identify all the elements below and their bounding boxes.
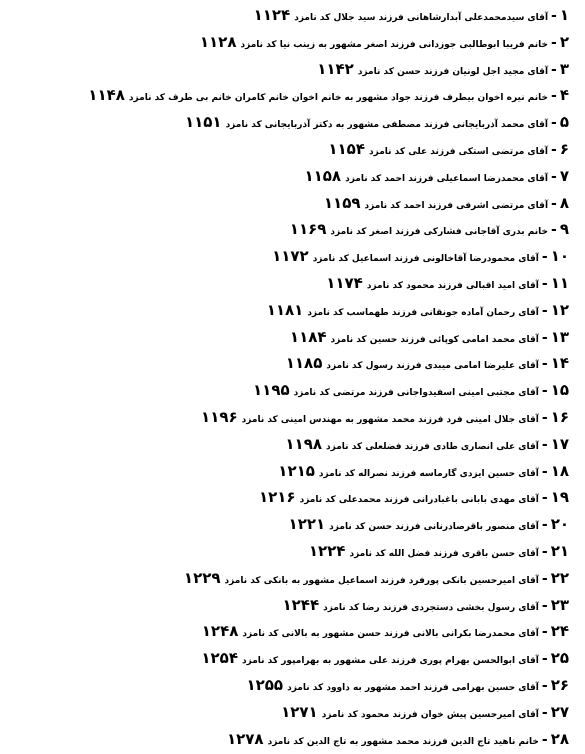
entry-number: ۲۶ <box>550 675 569 694</box>
entry-dash: - <box>541 570 548 587</box>
entry-dash: - <box>541 651 548 668</box>
candidate-description: آقای مرتضی اشرفی فرزند احمد کد نامزد <box>364 200 549 211</box>
entry-dash: - <box>541 517 548 534</box>
candidate-entry <box>0 29 569 56</box>
candidate-code: ۱۲۱۵ <box>278 461 315 480</box>
candidate-code: ۱۲۴۴ <box>282 595 320 614</box>
candidate-entry <box>0 618 569 645</box>
candidate-entry <box>0 431 569 458</box>
candidate-description: خانم بدری آقاجانی فشارکی فرزند اصغر کد نامزد <box>330 227 549 238</box>
candidate-description: آقای مجید اجل لونیان فرزند حسن کد نامزد <box>357 66 549 77</box>
candidate-code: ۱۲۲۱ <box>288 515 326 534</box>
candidate-code: ۱۱۲۴ <box>253 6 291 24</box>
candidate-code: ۱۱۹۶ <box>201 407 238 426</box>
candidate-entry <box>0 350 569 377</box>
candidate-code: ۱۱۸۴ <box>289 327 327 346</box>
candidate-description: آقای مهدی بابانی باغبادرانی فرزند محمدعلی کد نامزد <box>299 495 539 506</box>
candidate-entry <box>0 297 569 324</box>
entry-number: ۱۷ <box>550 434 569 453</box>
entry-number: ۱۳ <box>550 327 569 346</box>
entry-dash: - <box>541 409 548 426</box>
candidate-description: خانم نیره اخوان بیطرف فرزند جواد مشهور به خانم اخوان خانم کامران خانم بی طرف کد نامزد <box>128 93 549 104</box>
entry-dash: - <box>541 731 548 748</box>
candidate-description: آقای علی انصاری طادی فرزند فضلعلی کد نامزد <box>326 441 539 452</box>
candidate-entry <box>0 672 569 699</box>
candidate-description: آقای محمودرضا آقاخالونی فرزند اسماعیل کد نامزد <box>312 254 539 265</box>
candidate-code: ۱۱۴۸ <box>88 86 125 105</box>
entry-dash: - <box>541 436 548 453</box>
candidate-list <box>0 2 569 752</box>
candidate-code: ۱۲۵۴ <box>201 649 238 668</box>
candidate-description: آقای امیرحسین بانکی پورفرد فرزند اسماعیل مشهور به بانکی کد نامزد <box>224 575 539 586</box>
candidate-entry <box>0 565 569 592</box>
candidate-description: آقای امید اقبالی فرزند محمود کد نامزد <box>366 280 539 291</box>
candidate-code: ۱۲۲۹ <box>183 568 221 587</box>
entry-number: ۱۱ <box>550 273 569 292</box>
entry-number: ۲۰ <box>550 515 569 534</box>
candidate-description: آقای مجتبی امینی اسفیدواجانی فرزند مرتضی کد نامزد <box>293 388 539 399</box>
candidate-code: ۱۲۱۶ <box>258 488 296 507</box>
candidate-code: ۱۱۴۲ <box>317 59 354 78</box>
entry-dash: - <box>541 597 548 614</box>
entry-dash: - <box>551 195 557 212</box>
candidate-description: آقای رحمان آماده جونقانی فرزند طهماسب کد نامزد <box>307 307 539 318</box>
entry-dash: - <box>541 356 548 373</box>
entry-dash: - <box>541 463 548 480</box>
entry-dash: - <box>551 34 557 51</box>
entry-number: ۱۸ <box>550 461 569 480</box>
candidate-entry <box>0 538 569 565</box>
entry-dash: - <box>541 302 548 319</box>
entry-number: ۱ <box>559 6 569 24</box>
entry-number: ۲۱ <box>550 541 569 560</box>
entry-dash: - <box>551 8 557 24</box>
entry-number: ۱۰ <box>550 247 569 266</box>
candidate-code: ۱۱۶۹ <box>289 220 327 239</box>
entry-dash: - <box>541 543 548 560</box>
entry-number: ۱۵ <box>550 381 569 400</box>
entry-dash: - <box>541 249 548 266</box>
entry-number: ۵ <box>559 113 569 132</box>
candidate-entry <box>0 2 569 29</box>
candidate-code: ۱۱۸۱ <box>266 300 304 319</box>
entry-number: ۳ <box>559 59 569 78</box>
entry-number: ۱۴ <box>550 354 569 373</box>
candidate-description: خانم ناهید تاج الدین فرزند محمد مشهور به تاج الدین کد نامزد <box>267 736 539 747</box>
candidate-entry <box>0 190 569 217</box>
entry-number: ۲ <box>559 32 569 51</box>
candidate-code: ۱۲۷۱ <box>281 702 318 721</box>
entry-dash: - <box>541 329 548 346</box>
candidate-description: آقای حسن باقری فرزند فضل الله کد نامزد <box>349 548 539 559</box>
entry-dash: - <box>541 624 548 641</box>
entry-number: ۲۸ <box>550 729 569 748</box>
entry-dash: - <box>551 88 557 105</box>
candidate-code: ۱۱۹۸ <box>285 434 323 453</box>
candidate-code: ۱۱۸۵ <box>285 354 323 373</box>
candidate-description: آقای مرتضی استکی فرزند علی کد نامزد <box>368 146 549 157</box>
candidate-entry <box>0 243 569 270</box>
candidate-entry <box>0 726 569 753</box>
candidate-description: آقای جلال امینی فرد فرزند محمد مشهور به مهندس امینی کد نامزد <box>241 414 539 425</box>
entry-number: ۷ <box>559 166 569 185</box>
candidate-description: آقای محمد آذربایجانی فرزند مصطفی مشهور به دکتر آذربایجانی کد نامزد <box>225 120 549 131</box>
candidate-description: آقای محمد امامی کوپائی فرزند حسین کد نامزد <box>330 334 539 345</box>
candidate-description: آقای حسین ایزدی گارماسه فرزند نصراله کد نامزد <box>318 468 539 479</box>
entry-dash: - <box>551 115 557 132</box>
candidate-code: ۱۲۲۴ <box>308 541 346 560</box>
candidate-entry <box>0 645 569 672</box>
candidate-entry <box>0 404 569 431</box>
entry-dash: - <box>551 222 557 239</box>
candidate-code: ۱۱۹۵ <box>253 381 290 400</box>
entry-number: ۲۴ <box>550 622 569 641</box>
entry-dash: - <box>541 704 548 721</box>
entry-number: ۶ <box>559 139 569 158</box>
entry-dash: - <box>541 490 548 507</box>
candidate-description: آقای حسین بهرامی فرزند احمد مشهور به داوود کد نامزد <box>287 682 539 693</box>
candidate-description: آقای امیرحسین پیش خوان فرزند محمود کد نامزد <box>321 709 539 720</box>
entry-number: ۹ <box>559 220 569 239</box>
candidate-code: ۱۱۷۲ <box>272 247 309 266</box>
entry-number: ۱۶ <box>550 407 569 426</box>
candidate-entry <box>0 136 569 163</box>
candidate-entry <box>0 56 569 83</box>
entry-number: ۲۳ <box>550 595 569 614</box>
candidate-entry <box>0 511 569 538</box>
candidate-entry <box>0 377 569 404</box>
candidate-entry <box>0 163 569 190</box>
entry-dash: - <box>551 168 557 185</box>
entry-number: ۱۲ <box>550 300 569 319</box>
candidate-entry <box>0 82 569 109</box>
entry-dash: - <box>551 61 557 78</box>
entry-number: ۱۹ <box>550 488 569 507</box>
candidate-entry <box>0 699 569 726</box>
candidate-description: آقای سیدمحمدعلی آبدارشاهانی فرزند سید جلال کد نامزد <box>294 13 549 23</box>
candidate-description: آقای علیرضا امامی میبدی فرزند رسول کد نامزد <box>326 361 539 372</box>
entry-number: ۲۵ <box>550 649 569 668</box>
candidate-code: ۱۲۴۸ <box>201 622 239 641</box>
entry-dash: - <box>541 275 548 292</box>
candidate-entry <box>0 458 569 485</box>
candidate-code: ۱۱۲۸ <box>199 32 237 51</box>
entry-number: ۲۲ <box>550 568 569 587</box>
candidate-description: آقای منصور باقرصادرنانی فرزند حسن کد نامزد <box>329 522 539 533</box>
candidate-description: آقای محمدرضا اسماعیلی فرزند احمد کد نامزد <box>345 173 549 184</box>
entry-dash: - <box>541 383 548 400</box>
candidate-code: ۱۱۵۸ <box>304 166 342 185</box>
entry-dash: - <box>551 141 557 158</box>
candidate-code: ۱۲۵۵ <box>246 675 284 694</box>
candidate-description: آقای محمدرضا بکرانی بالانی فرزند حسن مشهور به بالانی کد نامزد <box>242 629 539 640</box>
candidate-description: خانم فریبا ابوطالبی جوزدانی فرزند اصغر مشهور به زینب نیا کد نامزد <box>240 39 549 50</box>
candidate-code: ۱۱۵۴ <box>328 139 365 158</box>
entry-number: ۸ <box>559 193 569 212</box>
candidate-entry <box>0 592 569 619</box>
entry-number: ۴ <box>559 86 569 105</box>
candidate-code: ۱۱۵۱ <box>184 113 222 132</box>
candidate-code: ۱۱۵۹ <box>323 193 361 212</box>
entry-dash: - <box>541 677 548 694</box>
candidate-description: آقای ابوالحسن بهرام پوری فرزند علی مشهور به بهرامپور کد نامزد <box>242 656 539 667</box>
entry-number: ۲۷ <box>550 702 569 721</box>
candidate-code: ۱۱۷۴ <box>326 273 363 292</box>
candidate-entry <box>0 109 569 136</box>
candidate-entry <box>0 484 569 511</box>
candidate-entry <box>0 324 569 351</box>
candidate-description: آقای رسول بخشی دستجردی فرزند رضا کد نامزد <box>323 602 539 613</box>
candidate-entry <box>0 216 569 243</box>
candidate-entry <box>0 270 569 297</box>
candidate-code: ۱۲۷۸ <box>226 729 264 748</box>
